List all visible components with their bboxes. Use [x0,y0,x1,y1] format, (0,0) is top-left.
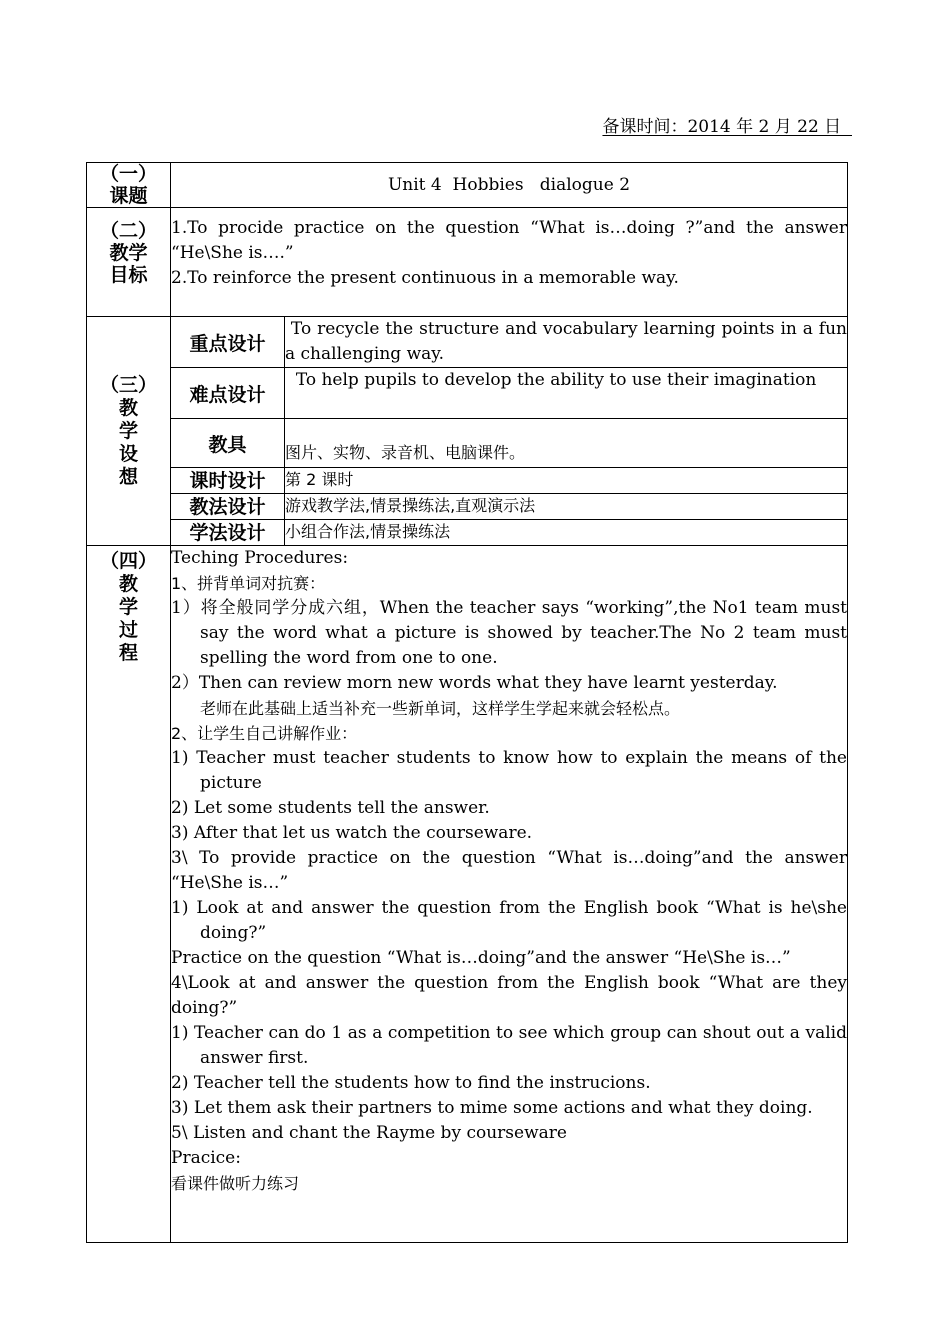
procedure-line: 1、拼背单词对抗赛： [171,574,326,593]
design-label: 教法设计 [171,494,285,520]
procedure-line: 3\ To provide practice on the question “What is…doing”and the answer “He\She is…” [171,848,847,893]
design-text: To recycle the structure and vocabulary learning points in a fun a challenging way. [285,317,848,368]
design-text: 图片、实物、录音机、电脑课件。 [285,419,848,468]
design-row-difficulty [87,368,848,419]
procedure-line: 1) Look at and answer the question from the English book “What is he\she doing?” [171,898,847,943]
procedure-line: 2、让学生自己讲解作业： [171,724,358,743]
procedure-content [171,546,848,1243]
procedure-line: 3) After that let us watch the courseware. [171,823,533,843]
section-topic-row [87,163,848,208]
procedure-line: Pracice: [171,1148,241,1168]
design-label: 课时设计 [171,468,285,494]
label-part: 课题 [109,185,148,207]
design-row-period [87,468,848,494]
procedure-line: 2) Teacher tell the students how to find the instrucions. [171,1073,651,1093]
design-row-teaching-method [87,494,848,520]
label-part: （三） [99,373,157,396]
objective-line: 2.To reinforce the present continuous in a memorable way. [171,268,679,288]
label-part: 教学 [109,242,148,264]
section-objectives-row [87,208,848,317]
section-topic-label [87,163,171,208]
procedure-line: 2）Then can review morn new words what they have learnt yesterday. [171,673,778,693]
procedure-line: 1) Teacher must teacher students to know how to explain the means of the picture [171,748,847,793]
procedure-line: 4\Look at and answer the question from the English book “What are they doing?” [171,973,847,1018]
design-row-aids [87,419,848,468]
design-row-learning-method [87,520,848,546]
topic-title [171,163,848,208]
label-part: 设 [118,442,138,465]
label-part: 想 [118,465,138,488]
label-part: 教 [118,573,138,595]
design-text: 游戏教学法,情景操练法,直观演示法 [285,494,848,520]
procedure-line: 老师在此基础上适当补充一些新单词，这样学生学起来就会轻松点。 [200,699,681,718]
section-procedure-row [87,546,848,1243]
lesson-plan-table [86,162,853,1243]
label-part: （一） [99,163,157,185]
objectives-content [171,208,848,317]
design-label: 学法设计 [171,520,285,546]
procedure-line: 看课件做听力练习 [171,1174,300,1193]
label-part: 程 [118,642,138,664]
design-label: 教具 [171,419,285,468]
procedure-line: 1）将全般同学分成六组，When the teacher says “working”,the No1 team must say the word what a picture is showed by teacher.The No 2 team must spelling the word from one to one. [171,598,847,668]
procedure-line: 2) Let some students tell the answer. [171,798,490,818]
section-procedure-label [87,546,171,1243]
label-part: （二） [99,220,157,242]
design-label: 重点设计 [171,317,285,368]
label-part: 目标 [109,264,148,286]
objective-line: 1.To procide practice on the question “What is…doing ?”and the answer “He\She is….” [171,218,847,263]
procedure-line: 3) Let them ask their partners to mime some actions and what they doing. [171,1098,813,1118]
prep-date: 备课时间：2014 年 2 月 22 日 [602,117,852,137]
procedure-line: Practice on the question “What is…doing”and the answer “He\She is…” [171,948,791,968]
procedure-line: 5\ Listen and chant the Rayme by courseware [171,1123,567,1143]
label-part: 学 [118,596,138,618]
label-part: 教 [118,396,138,419]
label-part: 学 [118,419,138,442]
design-label: 难点设计 [171,368,285,419]
label-part: 过 [118,619,138,641]
design-text: To help pupils to develop the ability to use their imagination [285,368,848,419]
design-text: 第 2 课时 [285,468,848,494]
design-row-key [87,317,848,368]
procedure-line: 1) Teacher can do 1 as a competition to see which group can shout out a valid answer first. [171,1023,847,1068]
section-design-label [87,317,171,546]
topic-text: Unit 4 Hobbies dialogue 2 [387,175,631,195]
label-part: （四） [99,550,157,572]
design-text: 小组合作法,情景操练法 [285,520,848,546]
section-objectives-label [87,208,171,317]
procedure-line: Teching Procedures: [171,548,349,568]
